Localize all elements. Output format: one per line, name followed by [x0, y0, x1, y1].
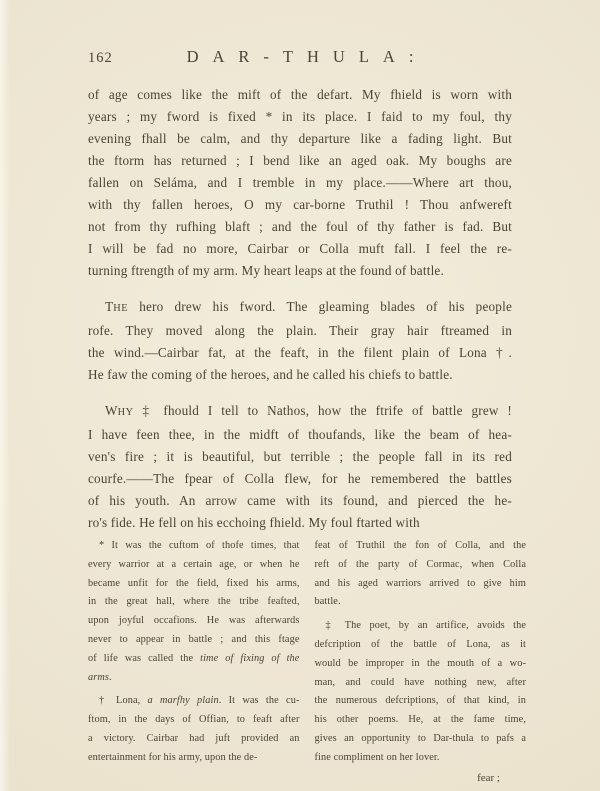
text-line: and his aged warriors arrived to give him: [314, 577, 526, 589]
text-line: entertainment for his army, upon the de-: [88, 751, 258, 763]
text-line: gives an opportunity to Dar-thula to pafs a: [314, 732, 526, 744]
footnote-column-left: [88, 537, 300, 787]
text-line: ro's fide. He fell on his ecchoing fhield. My foul ftarted with: [88, 515, 420, 530]
text-line: not from thy rufhing blaft ; and the foul of thy father is fad. But: [88, 219, 512, 234]
running-title: DAR-THULA:: [186, 47, 428, 66]
text-line: years ; my fword is fixed * in its place. I faid to my foul, thy: [88, 109, 512, 124]
text-line: the wind.—Cairbar fat, at the feaft, in the filent plain of Lona †.: [88, 345, 512, 360]
text-line: I will be fad no more, Cairbar or Colla muft fall. I feel the re-: [88, 241, 512, 256]
page-header: [88, 47, 512, 69]
text-line: WHY ‡ fhould I tell to Nathos, how the ftrife of battle grew !: [105, 403, 512, 418]
text-line: turning ftrength of my arm. My heart leaps at the found of battle.: [88, 263, 444, 278]
catchword: fear ;: [477, 771, 500, 784]
paragraph: [88, 84, 512, 282]
text-line: I have feen thee, in the midft of thoufands, like the beam of hea-: [88, 427, 512, 442]
footnote-section: [88, 537, 526, 787]
text-line: in the great hall, where the tribe feafted,: [88, 596, 300, 608]
text-line: never to appear in battle ; and this ftage: [88, 633, 300, 645]
text-line: courfe.——The fpear of Colla flew, for he remembered the battles: [88, 471, 512, 486]
text-line: his other poems. He, at the fame time,: [314, 714, 526, 726]
footnote-column-right-text: [315, 537, 527, 768]
text-line: ‡ The poet, by an artifice, avoids the: [325, 620, 526, 632]
text-line: of his youth. An arrow came with its found, and pierced the he-: [88, 493, 512, 508]
text-line: evening fhall be calm, and thy departure like a fading light. But: [88, 131, 512, 146]
footnote: [315, 617, 527, 767]
scan-edge: [0, 0, 10, 791]
text-line: † Lona, a marfhy plain. It was the cu-: [99, 695, 300, 707]
text-line: the numerous defcriptions, of that kind, in: [314, 695, 526, 707]
text-line: ven's fire ; it is beautiful, but terrible ; the people fall in its red: [88, 449, 512, 464]
text-line: He faw the coming of the heroes, and he called his chiefs to battle.: [88, 367, 453, 382]
page-number: 162: [88, 50, 113, 66]
text-line: arms.: [88, 671, 112, 683]
text-line: feat of Truthil the fon of Colla, and the: [314, 540, 526, 551]
footnote: [88, 537, 300, 687]
paragraph: [88, 296, 512, 386]
body-text: [88, 84, 512, 534]
text-line: * It was the cuftom of thofe times, that: [99, 540, 300, 551]
text-line: of age comes like the mift of the defart. My fhield is worn with: [88, 87, 512, 102]
text-line: ftom, in the days of Offian, to feaft after: [88, 714, 300, 726]
text-line: would be improper in the mouth of a wo-: [314, 657, 526, 669]
text-line: rofe. They moved along the plain. Their gray hair ftreamed in: [88, 323, 512, 338]
text-line: defcription of the battle of Lona, as it: [314, 638, 526, 650]
text-line: fallen on Seláma, and I tremble in my place.——Where art thou,: [88, 175, 512, 190]
text-line: with thy fallen heroes, O my car-borne Truthil ! Thou anfwereft: [88, 197, 512, 212]
text-line: upon joyful occafions. He was afterwards: [88, 615, 300, 627]
text-line: THE hero drew his fword. The gleaming blades of his people: [105, 299, 512, 314]
text-line: man, and could have nothing new, after: [314, 676, 526, 688]
text-line: a victory. Cairbar had juft provided an: [88, 732, 300, 744]
text-line: became unfit for the field, fixed his arms,: [88, 577, 300, 589]
footnote: [88, 692, 300, 767]
text-line: of life was called the time of fixing of the: [88, 652, 300, 664]
text-line: the ftorm has returned ; I bend like an aged oak. My boughs are: [88, 153, 512, 168]
text-line: fine compliment on her lover.: [314, 751, 440, 763]
paragraph: [88, 400, 512, 534]
footnote-column-right: [315, 537, 527, 787]
footnote: [315, 537, 527, 612]
text-line: battle.: [314, 596, 341, 608]
text-line: every warrior at a certain age, or when he: [88, 558, 300, 570]
text-line: reft of the party of Cormac, when Colla: [314, 558, 526, 570]
